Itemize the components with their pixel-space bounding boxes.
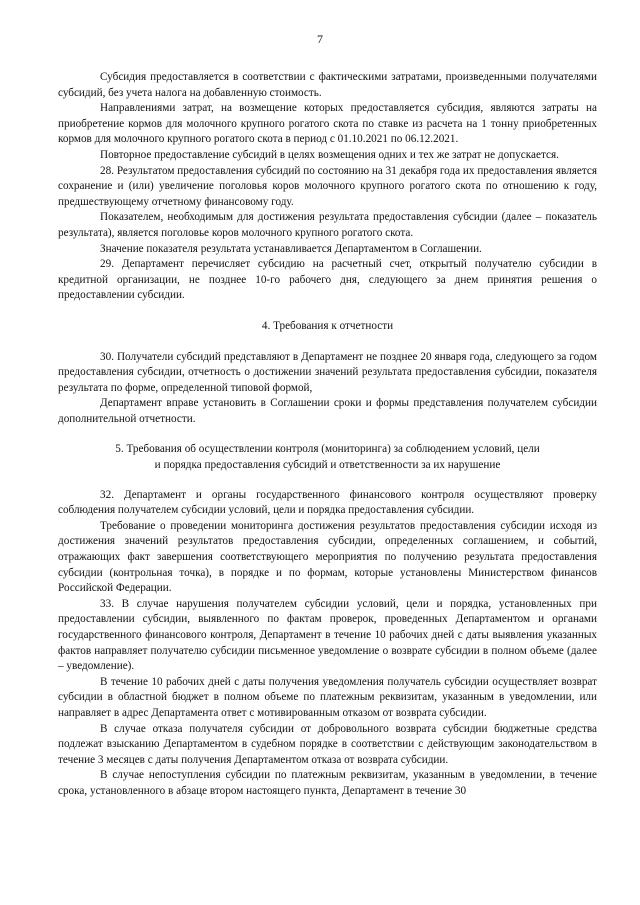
paragraph: В течение 10 рабочих дней с даты получения уведомления получатель субсидии осуществляет возврат субсидии в областной бюджет в полном объеме по платежным реквизитам, указанным в уведомлении, или направляет в адрес Департамента ответ с мотивированным отказом от возврата субсидии.: [58, 675, 597, 719]
paragraph: Направлениями затрат, на возмещение которых предоставляется субсидия, являются затраты на приобретение кормов для молочного крупного рогатого скота по ставке из расчета на 1 тонну приобретенных кормов для молочного крупного рогатого скота в период с 01.10.2021 по 06.12.2021.: [58, 102, 597, 146]
paragraph-item-33: 33. В случае нарушения получателем субсидии условий, цели и порядка, установленных при предоставлении субсидии, выявленного по фактам проверок, проведенных Департаментом и органами государственного финансового контроля, Департамент в течение 10 рабочих дней с даты выявления указанных фактов направляет получателю субсидии письменное уведомление о возврате субсидии в полном объеме (далее – уведомление).: [58, 597, 597, 673]
paragraph-item-30: 30. Получатели субсидий представляют в Департамент не позднее 20 января года, следующего за годом предоставления субсидии, отчетность о достижении значений результата предоставления субсидии, показателя результата по форме, определенной типовой формой,: [58, 350, 597, 394]
paragraph-item-32: 32. Департамент и органы государственного финансового контроля осуществляют проверку соблюдения получателем субсидии условий, цели и порядка предоставления субсидии.: [58, 488, 597, 517]
paragraph: Показателем, необходимым для достижения результата предоставления субсидии (далее – показатель результата), является поголовье коров молочного крупного рогатого скота.: [58, 211, 597, 239]
paragraph-item-29: 29. Департамент перечисляет субсидию на расчетный счет, открытый получателю субсидии в кредитной организации, не позднее 10-го рабочего дня, следующего за днем принятия решения о предоставлении субсидии.: [58, 258, 597, 302]
paragraph: Значение показателя результата устанавливается Департаментом в Соглашении.: [100, 242, 482, 255]
paragraph: В случае непоступления субсидии по платежным реквизитам, указанным в уведомлении, в течение срока, установленного в абзаце втором настоящего пункта, Департамент в течение 30: [58, 769, 597, 797]
section-5-heading-line-1: 5. Требования об осуществлении контроля (мониторинга) за соблюдением условий, цели: [115, 443, 540, 456]
section-4-heading: 4. Требования к отчетности: [261, 319, 394, 332]
document-body: [58, 70, 597, 800]
paragraph: Субсидия предоставляется в соответствии с фактическими затратами, произведенными получателями субсидий, без учета налога на добавленную стоимость.: [58, 71, 597, 99]
page-number: 7: [317, 32, 323, 46]
section-5-heading-line-2: и порядка предоставления субсидий и ответственности за их нарушение: [154, 459, 501, 472]
paragraph: Повторное предоставление субсидий в целях возмещения одних и тех же затрат не допускается.: [100, 148, 559, 161]
paragraph: В случае отказа получателя субсидии от добровольного возврата субсидии бюджетные средства подлежат взысканию Департаментом в судебном порядке в соответствии с действующим законодательством в течение 3 месяцев с даты получения Департаментом отказа от возврата субсидии.: [58, 722, 597, 766]
paragraph: Требование о проведении мониторинга достижения результатов предоставления субсидии исходя из достижения значений результатов предоставления субсидии, определенных соглашением, и событий, отражающих факт завершения соответствующего мероприятия по получению результата предоставления субсидии (контрольная точка), в порядке и по формам, которые установлены Министерством финансов Российской Федерации.: [58, 519, 597, 595]
paragraph-item-28: 28. Результатом предоставления субсидий по состоянию на 31 декабря года их предоставления является сохранение и (или) увеличение поголовья коров молочного крупного рогатого скота по отношению к году, предшествующему отчетному финансовому году.: [58, 164, 597, 208]
paragraph: Департамент вправе установить в Соглашении сроки и формы представления получателем субсидии дополнительной отчетности.: [58, 397, 597, 425]
